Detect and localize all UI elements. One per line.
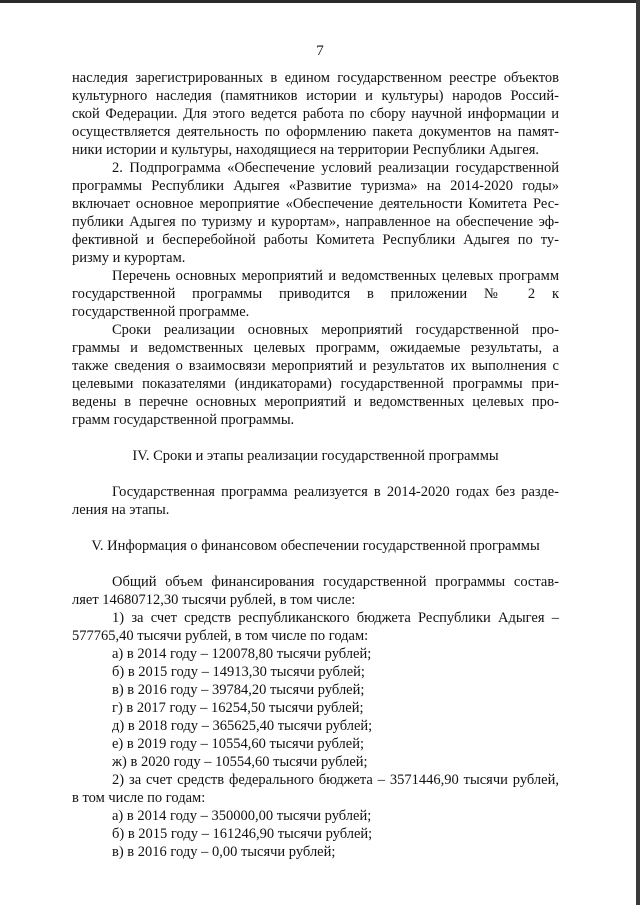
text-line: ризму и курортам. (72, 250, 186, 266)
paragraph-total-funding (72, 573, 559, 609)
text-line: осуществляется деятельность по оформлению пакета документов на памят- (72, 124, 559, 140)
section-heading-iv: IV. Сроки и этапы реализации государственной программы (132, 448, 499, 464)
text-line: наследия зарегистрированных в едином государственном реестре объектов (72, 70, 559, 86)
regional-budget-by-year (72, 645, 559, 771)
text-line: Государственная программа реализуется в 2014-2020 годах без разде- (112, 484, 559, 500)
paragraph-federal-budget (72, 771, 559, 807)
list-item: б) в 2015 году – 14913,30 тысячи рублей; (112, 664, 365, 680)
federal-budget-by-year (72, 807, 559, 861)
paragraph-measures-list (72, 267, 559, 321)
text-line: ведены в перечне основных мероприятий и ведомственных целевых про- (72, 394, 559, 410)
text-line: Общий объем финансирования государственной программы состав- (112, 574, 559, 590)
text-line: в том числе по годам: (72, 790, 206, 806)
text-line: включает основное мероприятие «Обеспечение деятельности Комитета Рес- (72, 196, 559, 212)
paragraph-program-period (72, 483, 559, 519)
text-line: государственной программе. (72, 304, 250, 320)
list-item: ж) в 2020 году – 10554,60 тысячи рублей; (112, 754, 368, 770)
text-line: граммы и ведомственных целевых программ, ожидаемые результаты, а (72, 340, 559, 356)
paragraph-subprogram-2 (72, 159, 559, 267)
text-line: государственной программы приводится в приложении № 2 к (72, 286, 559, 302)
text-line: культурного наследия (памятников истории и культуры) народов Россий- (72, 88, 559, 104)
list-item: в) в 2016 году – 0,00 тысячи рублей; (112, 844, 336, 860)
page-number: 7 (316, 43, 324, 59)
text-line: Перечень основных мероприятий и ведомственных целевых программ (112, 268, 559, 284)
section-heading-v: V. Информация о финансовом обеспечении государственной программы (91, 538, 540, 554)
text-line: ления на этапы. (72, 502, 170, 518)
list-item: в) в 2016 году – 39784,20 тысячи рублей; (112, 682, 365, 698)
paragraph-regional-budget (72, 609, 559, 645)
scan-top-edge (0, 0, 640, 3)
text-line: ляет 14680712,30 тысячи рублей, в том числе: (72, 592, 356, 608)
paragraph-cultural-heritage (72, 69, 559, 159)
text-line: программы Республики Адыгея «Развитие туризма» на 2014-2020 годы» (72, 178, 559, 194)
text-line: ники истории и культуры, находящиеся на территории Республики Адыгея. (72, 142, 540, 158)
list-item: а) в 2014 году – 120078,80 тысячи рублей; (112, 646, 372, 662)
text-line: 2) за счет средств федерального бюджета – 3571446,90 тысячи рублей, (112, 772, 559, 788)
text-line: целевыми показателями (индикаторами) государственной программы при- (72, 376, 559, 392)
text-line: Сроки реализации основных мероприятий государственной про- (112, 322, 559, 338)
paragraph-implementation-terms (72, 321, 559, 429)
list-item: е) в 2019 году – 10554,60 тысячи рублей; (112, 736, 364, 752)
document-body (72, 69, 559, 861)
text-line: публики Адыгея по туризму и курортам», направленное на обеспечение эф- (72, 214, 559, 230)
text-line: ской Федерации. Для этого ведется работа по сбору научной информации и (72, 106, 559, 122)
list-item: д) в 2018 году – 365625,40 тысячи рублей; (112, 718, 373, 734)
list-item: а) в 2014 году – 350000,00 тысячи рублей; (112, 808, 372, 824)
scan-right-edge (636, 0, 640, 905)
text-line: 1) за счет средств республиканского бюджета Республики Адыгея – (112, 610, 559, 626)
list-item: г) в 2017 году – 16254,50 тысячи рублей; (112, 700, 364, 716)
text-line: 2. Подпрограмма «Обеспечение условий реализации государственной (112, 160, 559, 176)
text-line: также сведения о взаимосвязи мероприятий и результатов их выполнения с (72, 358, 559, 374)
text-line: фективной и бесперебойной работы Комитета Республики Адыгея по ту- (72, 232, 559, 248)
text-line: 577765,40 тысячи рублей, в том числе по годам: (72, 628, 369, 644)
list-item: б) в 2015 году – 161246,90 тысячи рублей; (112, 826, 373, 842)
text-line: грамм государственной программы. (72, 412, 295, 428)
